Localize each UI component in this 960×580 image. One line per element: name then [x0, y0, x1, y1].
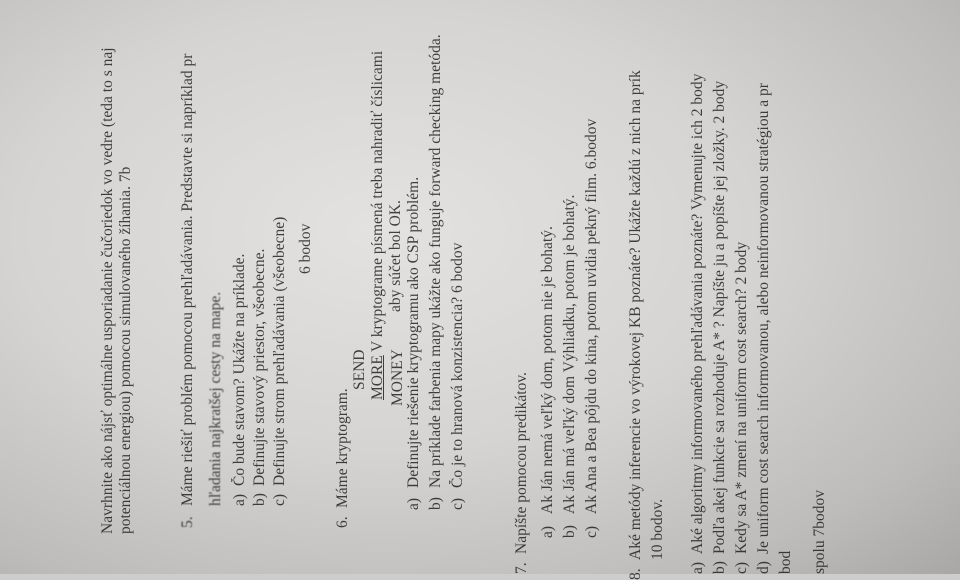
q6-desc-line-1: V kryptograme písmená treba nahradiť číslicami — [369, 50, 386, 352]
q6-word-money: MONEY — [389, 349, 406, 406]
q7-item-b-label: b) — [561, 525, 578, 538]
q7-item-b-text: Ak Ján má veľký dom Výhliadku, potom je bohatý. — [561, 194, 578, 514]
q9-item-a-label: a) — [689, 561, 706, 574]
q9-total: spolu 7bodov — [811, 490, 828, 574]
q9-item-d-label: d) — [755, 561, 772, 574]
q5-line-1: Máme riešiť problém pomocou prehľadávania. Predstavte si napríklad pr — [179, 53, 196, 506]
q6-item-c-text: Čo je to hranová konzistencia? 6 bodov — [449, 242, 466, 488]
q8-line-2: 10 bodov. — [649, 499, 666, 560]
q6-desc-line-2: aby súčet bol OK. — [387, 200, 404, 312]
q9-item-b-text: Podľa akej funkcie sa rozhoduje A* ? Napíšte ju a popíšte jej zložky. 2 body — [711, 80, 728, 554]
q6-word-send: SEND — [351, 349, 368, 390]
q7-item-c-text: Ak Ana a Bea pôjdu do kina, potom uvidia pekný film. 6.bodov — [583, 118, 600, 514]
q5-item-c-label: c) — [271, 493, 288, 506]
q7-number: 7. — [513, 562, 530, 574]
q6-word-more: MORE — [369, 355, 386, 400]
q9-tail: bod — [777, 550, 794, 574]
q6-item-b-text: Na príklade farbenia mapy ukážte ako funguje forward checking metóda. — [427, 34, 444, 488]
q8-line-1: Aké metódy inferencie vo výrokovej KB poznáte? Ukážte každú z nich na prík — [627, 70, 644, 560]
q9-item-c-text: Kedy sa A* zmení na uniform cost search? 2 body — [733, 241, 750, 554]
q6-number: 6. — [334, 516, 351, 528]
q9-item-d-text: Je uniform cost search informovanou, alebo neinformovanou stratégiou a pr — [755, 83, 772, 554]
q5-item-a-label: a) — [231, 493, 248, 506]
q5-points: 6 bodov — [297, 223, 314, 274]
q5-item-c-text: Definujte strom prehľadávania (všeobecne) — [271, 216, 288, 486]
q6-item-c-label: c) — [449, 497, 466, 510]
q5-line-2: hľadania najkratšej cesty na mape. — [207, 291, 224, 506]
q6-item-b-label: b) — [427, 497, 444, 510]
q5-item-b-label: b) — [251, 493, 268, 506]
q9-item-b-label: b) — [711, 561, 728, 574]
q5-item-b-text: Definujte stavový priestor, všeobecne. — [251, 248, 268, 486]
intro-line-2: potenciálnou energiou) pomocou simulovaného žíhania. 7b — [117, 166, 134, 534]
q9-item-a-text: Aké algoritmy informovaného prehľadávania poznáte? Vymenujte ich 2 body — [689, 73, 706, 554]
q6-item-a-text: Definujte riešenie kryptogramu ako CSP problém. — [405, 176, 422, 488]
q7-item-a-text: Ak Ján nemá veľký dom, potom nie je bohatý. — [539, 226, 556, 514]
q6-lead: Máme kryptogram. — [334, 388, 351, 508]
q7-item-a-label: a) — [539, 525, 556, 538]
q5-number: 5. — [179, 516, 196, 528]
q7-item-c-label: c) — [583, 525, 600, 538]
q8-number: 8. — [627, 568, 644, 580]
intro-line-1: Navrhnite ako nájsť optimálne usporiadanie čučoriedok vo vedre (teda to s naj — [99, 47, 116, 534]
q9-item-c-label: c) — [733, 561, 750, 574]
q5-item-a-text: Čo bude stavom? Ukážte na príklade. — [231, 253, 248, 486]
q7-lead: Napíšte pomocou predikátov. — [513, 372, 530, 554]
q6-item-a-label: a) — [405, 497, 422, 510]
